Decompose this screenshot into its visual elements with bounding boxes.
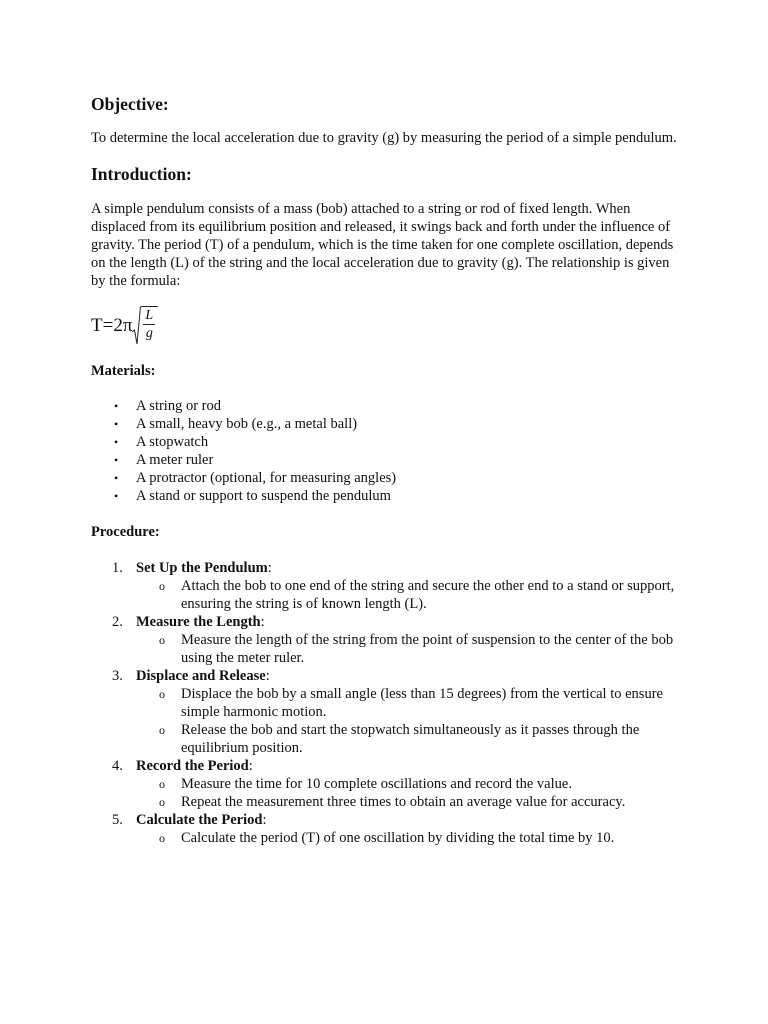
step-title-suffix: : <box>265 668 270 684</box>
step-substeps <box>136 775 681 811</box>
circle-bullet-icon: o <box>159 831 165 845</box>
list-item <box>91 451 681 469</box>
step-number: 1. <box>112 560 123 576</box>
step-substeps <box>136 631 681 667</box>
objective-heading: Objective: <box>91 94 169 114</box>
circle-bullet-icon: o <box>159 795 165 809</box>
materials-list <box>91 397 681 505</box>
circle-bullet-icon: o <box>159 633 165 647</box>
substep-text: Repeat the measurement three times to obtain an average value for accuracy. <box>181 794 626 810</box>
step-substeps <box>136 577 681 613</box>
bullet-icon: • <box>114 471 119 485</box>
substep-item <box>136 775 681 793</box>
radical-sign-icon <box>132 306 141 346</box>
procedure-step <box>91 613 681 667</box>
step-title: Set Up the Pendulum <box>136 560 268 576</box>
material-text: A protractor (optional, for measuring angles) <box>136 470 397 486</box>
substep-item <box>136 829 681 847</box>
procedure-step <box>91 667 681 757</box>
circle-bullet-icon: o <box>159 687 165 701</box>
list-item <box>91 433 681 451</box>
circle-bullet-icon: o <box>159 579 165 593</box>
procedure-heading: Procedure: <box>91 524 160 540</box>
step-number: 4. <box>112 758 123 774</box>
circle-bullet-icon: o <box>159 723 165 737</box>
circle-bullet-icon: o <box>159 777 165 791</box>
procedure-steps <box>91 559 681 847</box>
substep-item <box>136 631 681 667</box>
substep-text: Displace the bob by a small angle (less than 15 degrees) from the vertical to ensure simple harmonic motion. <box>181 686 663 720</box>
substep-item <box>136 577 681 613</box>
step-title: Calculate the Period <box>136 812 263 828</box>
procedure-step <box>91 811 681 847</box>
material-text: A string or rod <box>136 398 221 414</box>
substep-item <box>136 685 681 721</box>
procedure-step <box>91 757 681 811</box>
step-title: Measure the Length <box>136 614 261 630</box>
bullet-icon: • <box>114 399 119 413</box>
step-title-suffix: : <box>262 812 267 828</box>
bullet-icon: • <box>114 417 119 431</box>
list-item <box>91 397 681 415</box>
period-formula <box>91 304 681 348</box>
list-item <box>91 415 681 433</box>
step-title: Displace and Release <box>136 668 266 684</box>
procedure-step <box>91 559 681 613</box>
substep-text: Measure the length of the string from the point of suspension to the center of the bob using the meter ruler. <box>181 632 674 666</box>
bullet-icon: • <box>114 453 119 467</box>
formula-numerator: L <box>145 308 154 323</box>
step-number: 2. <box>112 614 123 630</box>
step-title-suffix: : <box>267 560 272 576</box>
substep-item <box>136 721 681 757</box>
substep-item <box>136 793 681 811</box>
materials-heading: Materials: <box>91 363 156 379</box>
material-text: A stopwatch <box>136 434 209 450</box>
substep-text: Attach the bob to one end of the string and secure the other end to a stand or support, ensuring the string is of known length (L). <box>181 578 675 612</box>
bullet-icon: • <box>114 489 119 503</box>
material-text: A stand or support to suspend the pendulum <box>136 488 391 504</box>
square-root <box>132 306 158 346</box>
bullet-icon: • <box>114 435 119 449</box>
introduction-heading: Introduction: <box>91 164 192 184</box>
step-title-suffix: : <box>260 614 265 630</box>
document-body <box>91 92 681 847</box>
substep-text: Measure the time for 10 complete oscillations and record the value. <box>181 776 572 792</box>
list-item <box>91 487 681 505</box>
substep-text: Release the bob and start the stopwatch simultaneously as it passes through the equilibrium position. <box>181 722 640 756</box>
step-number: 3. <box>112 668 123 684</box>
list-item <box>91 469 681 487</box>
step-number: 5. <box>112 812 123 828</box>
introduction-text: A simple pendulum consists of a mass (bob) attached to a string or rod of fixed length. When displaced from its equilibrium position and released, it swings back and forth under the influence of gravity. The period (T) of a pendulum, which is the time taken for one complete oscillation, depends on the length (L) of the string and the local acceleration due to gravity (g). The relationship is given by the formula: <box>91 201 674 289</box>
step-title: Record the Period <box>136 758 249 774</box>
formula-lhs: T=2π <box>91 315 133 336</box>
material-text: A meter ruler <box>136 452 214 468</box>
material-text: A small, heavy bob (e.g., a metal ball) <box>136 416 358 432</box>
step-title-suffix: : <box>248 758 253 774</box>
objective-text: To determine the local acceleration due to gravity (g) by measuring the period of a simple pendulum. <box>91 130 677 146</box>
formula-fraction <box>141 306 158 346</box>
step-substeps <box>136 685 681 757</box>
substep-text: Calculate the period (T) of one oscillation by dividing the total time by 10. <box>181 830 615 846</box>
formula-denominator: g <box>145 326 153 341</box>
step-substeps <box>136 829 681 847</box>
